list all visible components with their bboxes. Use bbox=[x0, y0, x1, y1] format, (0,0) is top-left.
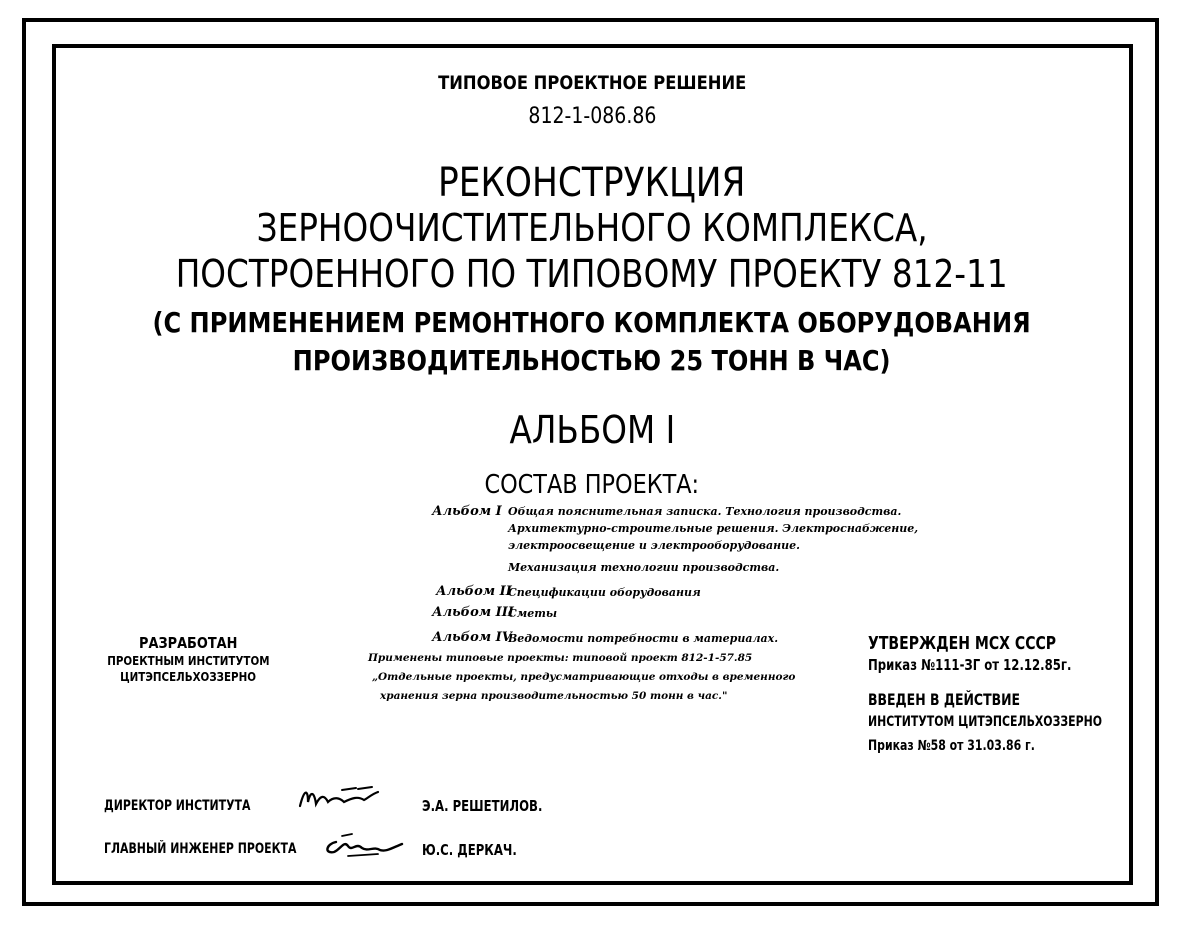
developer-heading: РАЗРАБОТАН bbox=[138, 634, 238, 652]
enactment-heading: ВВЕДЕН В ДЕЙСТВИЕ bbox=[868, 690, 1021, 709]
contents-item-text: электроосвещение и электрооборудование. bbox=[508, 539, 800, 552]
contents-item-text: Механизация технологии производства. bbox=[508, 561, 780, 574]
contents-note-line: хранения зерна производительностью 50 тонн в час." bbox=[380, 690, 728, 702]
signature-name: Э.А. РЕШЕТИЛОВ. bbox=[422, 797, 543, 815]
title-line-1: РЕКОНСТРУКЦИЯ bbox=[438, 160, 746, 206]
contents-item-text: Общая пояснительная записка. Технология производства. bbox=[508, 505, 902, 518]
director-signature-icon bbox=[296, 784, 386, 814]
developer-institute-name: ЦИТЭПСЕЛЬХОЗЗЕРНО bbox=[120, 670, 256, 684]
contents-item-label: Альбом III bbox=[432, 605, 514, 620]
signature-role: ДИРЕКТОР ИНСТИТУТА bbox=[104, 798, 251, 814]
signature-role: ГЛАВНЫЙ ИНЖЕНЕР ПРОЕКТА bbox=[104, 841, 297, 857]
album-label: АЛЬБОМ I bbox=[509, 408, 675, 452]
title-line-2: ЗЕРНООЧИСТИТЕЛЬНОГО КОМПЛЕКСА, bbox=[256, 206, 928, 250]
approval-heading: УТВЕРЖДЕН МСХ СССР bbox=[868, 633, 1057, 654]
contents-heading: СОСТАВ ПРОЕКТА: bbox=[484, 470, 700, 500]
contents-item-text: Архитектурно-строительные решения. Электроснабжение, bbox=[508, 522, 919, 535]
developer-institute-label: ПРОЕКТНЫМ ИНСТИТУТОМ bbox=[106, 654, 270, 668]
standard-design-heading: ТИПОВОЕ ПРОЕКТНОЕ РЕШЕНИЕ bbox=[437, 72, 747, 94]
contents-item-label: Альбом I bbox=[432, 504, 502, 519]
design-number: 812-1-086.86 bbox=[527, 104, 657, 129]
approval-order: Приказ №111-ЗГ от 12.12.85г. bbox=[868, 656, 1072, 674]
chief-engineer-signature-icon bbox=[318, 830, 408, 860]
contents-item-text: Ведомости потребности в материалах. bbox=[508, 632, 779, 645]
contents-item-label: Альбом II bbox=[436, 584, 512, 599]
enactment-institute: ИНСТИТУТОМ ЦИТЭПСЕЛЬХОЗЗЕРНО bbox=[868, 714, 1102, 730]
title-line-5: ПРОИЗВОДИТЕЛЬНОСТЬЮ 25 ТОНН В ЧАС) bbox=[293, 344, 891, 377]
title-line-4: (С ПРИМЕНЕНИЕМ РЕМОНТНОГО КОМПЛЕКТА ОБОРУДОВАНИЯ bbox=[152, 306, 1032, 339]
signature-name: Ю.С. ДЕРКАЧ. bbox=[422, 841, 517, 859]
contents-item-text: Сметы bbox=[508, 607, 558, 620]
title-line-3: ПОСТРОЕННОГО ПО ТИПОВОМУ ПРОЕКТУ 812-11 bbox=[176, 252, 1008, 296]
enactment-order: Приказ №58 от 31.03.86 г. bbox=[868, 738, 1035, 754]
contents-note-line: Применены типовые проекты: типовой проект 812-1-57.85 bbox=[368, 652, 753, 664]
contents-item-text: Спецификации оборудования bbox=[508, 586, 701, 599]
contents-item-label: Альбом IV bbox=[432, 630, 512, 645]
contents-note-line: „Отдельные проекты, предусматривающие отходы в временного bbox=[372, 671, 796, 683]
